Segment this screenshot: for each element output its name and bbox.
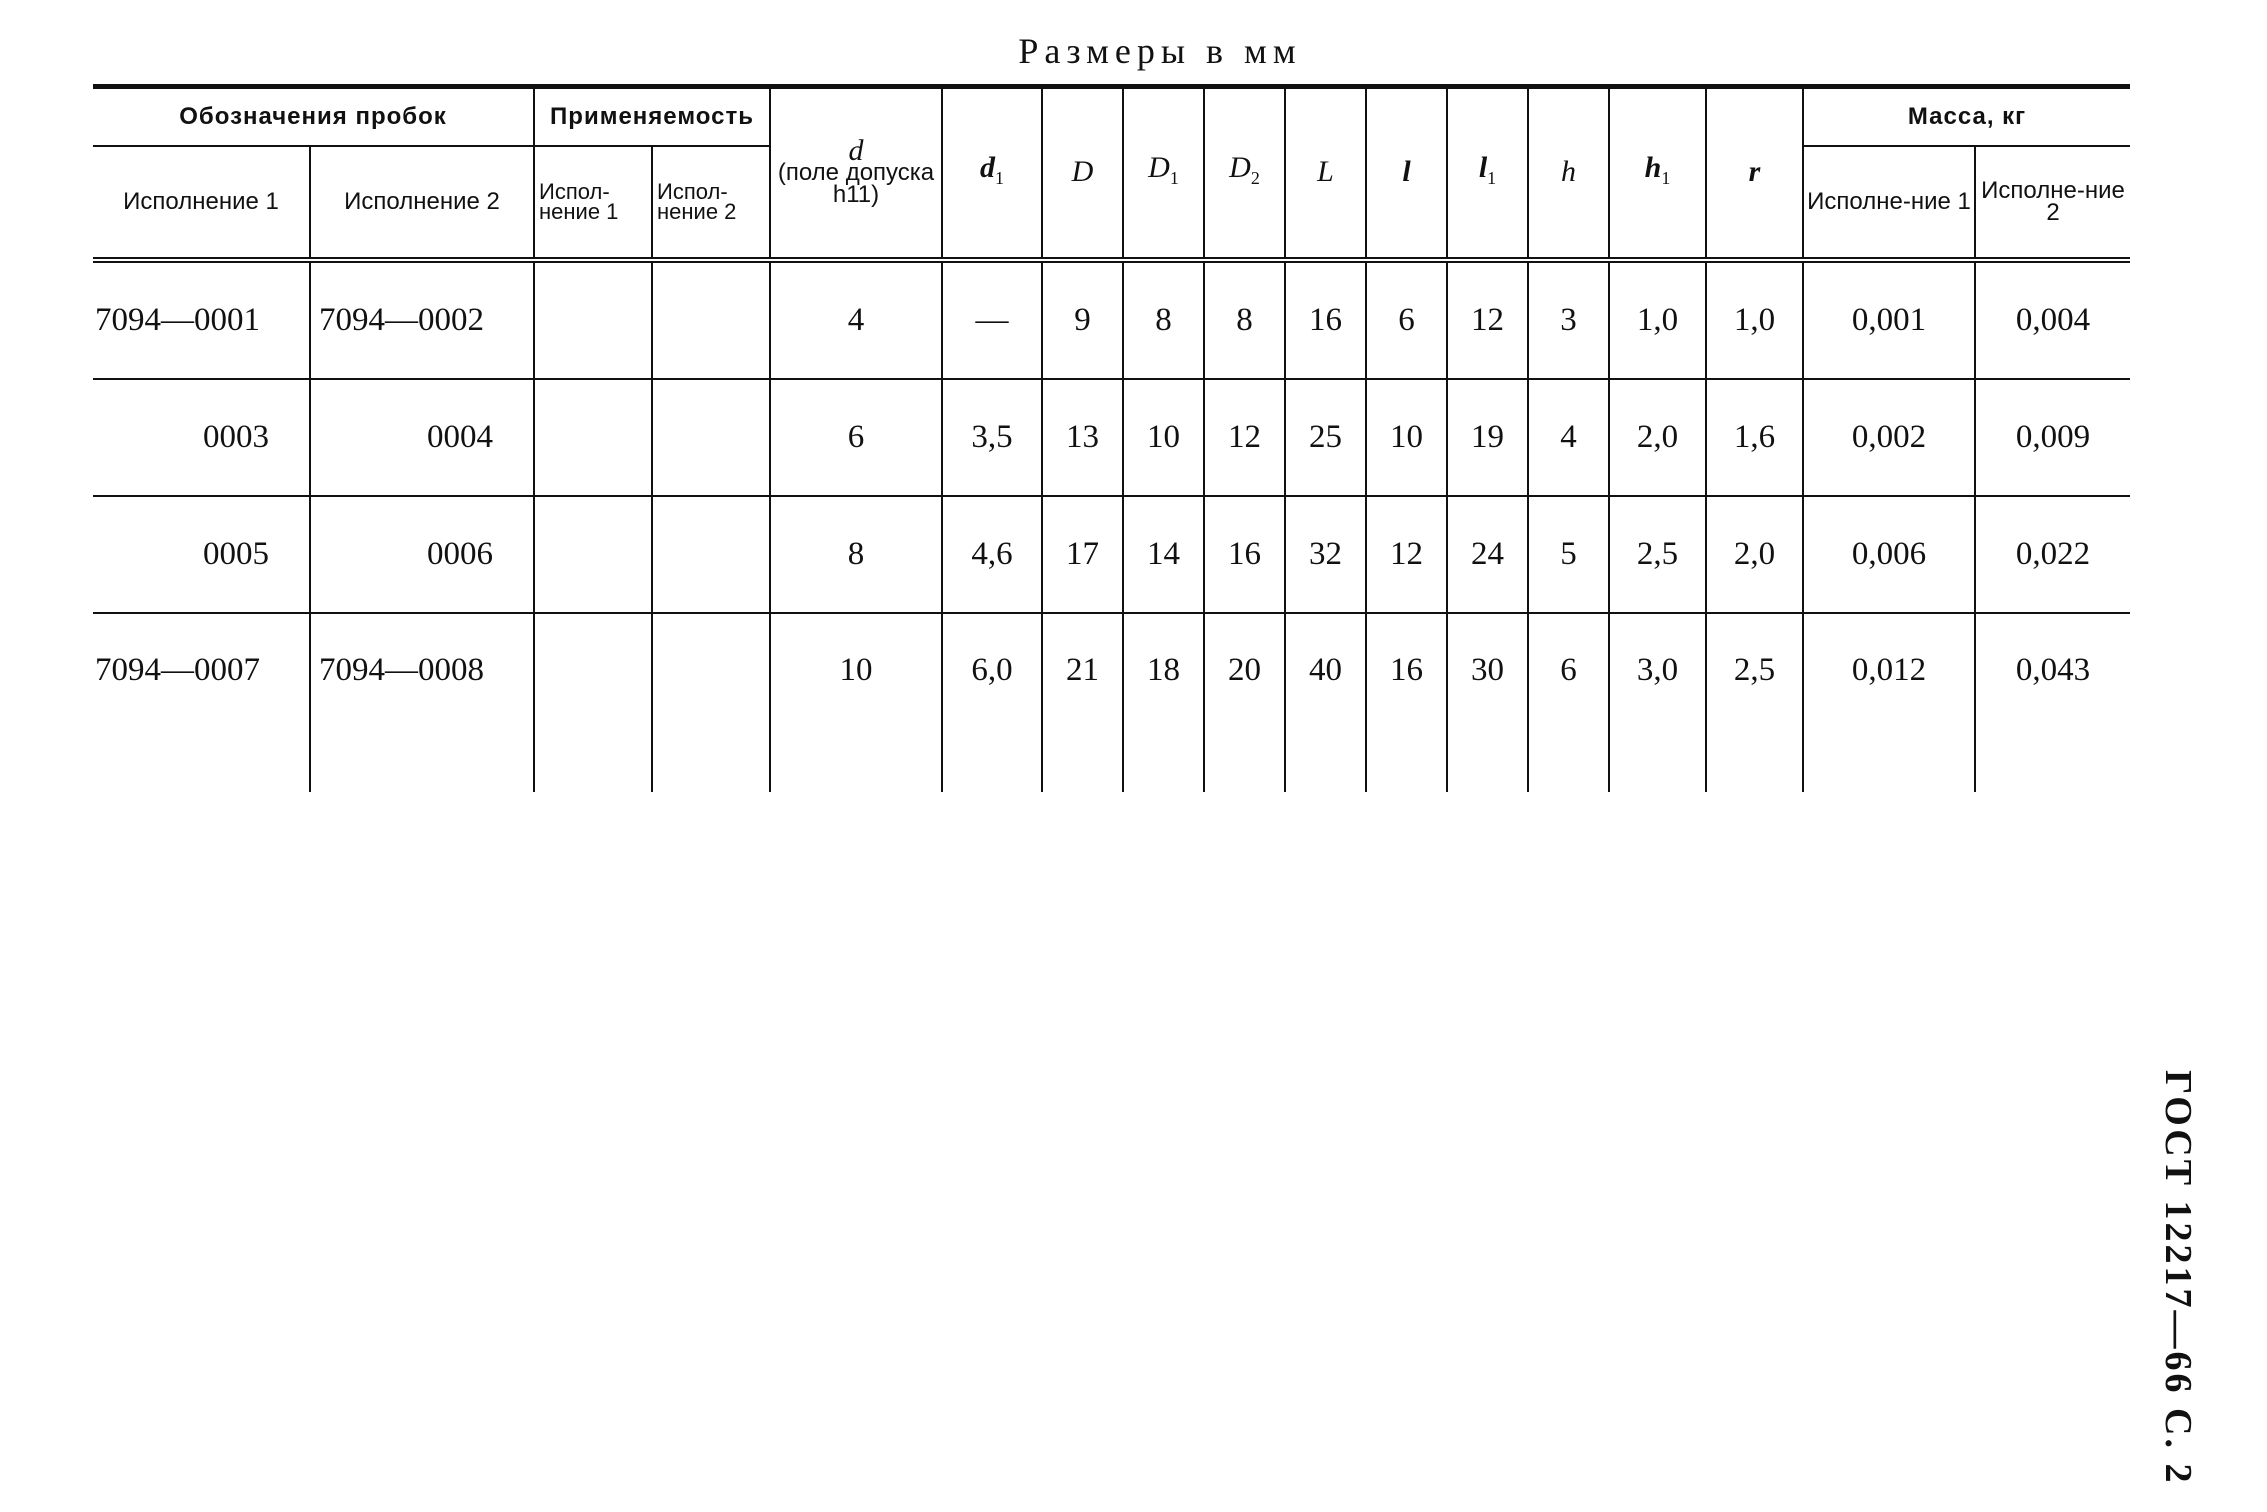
- col-h1-sub: 1: [1661, 168, 1671, 188]
- col-d-symbol: d: [848, 134, 864, 167]
- table-row: [93, 379, 2130, 496]
- cell-mass1: 0,012: [1803, 613, 1975, 792]
- mass2-header: Исполне-ние 2: [1975, 146, 2130, 260]
- cell-h: 3: [1528, 260, 1609, 379]
- cell-mass1: 0,006: [1803, 496, 1975, 613]
- cell-l1: 19: [1447, 379, 1528, 496]
- cell-code1: 0005: [93, 496, 310, 613]
- cell-r: 2,5: [1706, 613, 1803, 792]
- cell-mass2: 0,022: [1975, 496, 2130, 613]
- cell-h1: 3,0: [1609, 613, 1706, 792]
- cell-mass2: 0,009: [1975, 379, 2130, 496]
- cell-D: 21: [1042, 613, 1123, 792]
- cell-l1: 24: [1447, 496, 1528, 613]
- cell-d1: 6,0: [942, 613, 1042, 792]
- col-r-symbol: r: [1748, 155, 1761, 188]
- cell-l1: 30: [1447, 613, 1528, 792]
- cell-D1: 8: [1123, 260, 1204, 379]
- col-h1-symbol: h: [1644, 151, 1662, 184]
- cell-app1: [534, 260, 652, 379]
- col-l1-header: [1447, 87, 1528, 261]
- cell-mass1: 0,002: [1803, 379, 1975, 496]
- cell-D2: 20: [1204, 613, 1285, 792]
- cell-code2: 7094—0002: [310, 260, 534, 379]
- cell-h1: 1,0: [1609, 260, 1706, 379]
- col-d1-symbol: d: [980, 151, 995, 184]
- mass1-header: Исполне-ние 1: [1803, 146, 1975, 260]
- cell-code1: 0003: [93, 379, 310, 496]
- col-D1-symbol: D: [1148, 151, 1170, 184]
- cell-app2: [652, 260, 770, 379]
- cell-l: 16: [1366, 613, 1447, 792]
- col-D2-symbol: D: [1229, 151, 1251, 184]
- col-l-symbol: l: [1402, 155, 1411, 188]
- cell-app1: [534, 496, 652, 613]
- col-D-symbol: D: [1071, 155, 1094, 188]
- cell-d1: —: [942, 260, 1042, 379]
- cell-d: 8: [770, 496, 942, 613]
- table-row: [93, 260, 2130, 379]
- col-h-symbol: h: [1561, 155, 1576, 188]
- col-d1-sub: 1: [995, 168, 1004, 188]
- cell-mass2: 0,043: [1975, 613, 2130, 792]
- standard-page-label: ГОСТ 12217—66 С. 2: [2157, 1070, 2199, 1486]
- cell-L: 16: [1285, 260, 1366, 379]
- col-D2-sub: 2: [1250, 168, 1260, 188]
- cell-l1: 12: [1447, 260, 1528, 379]
- dimensions-table: [93, 84, 2130, 792]
- col-r-header: [1706, 87, 1803, 261]
- cell-h: 4: [1528, 379, 1609, 496]
- mass-header: Масса, кг: [1803, 87, 2130, 147]
- cell-code1: 7094—0007: [93, 613, 310, 792]
- col-d1-header: [942, 87, 1042, 261]
- design1-header: Исполнение 1: [93, 146, 310, 260]
- cell-mass2: 0,004: [1975, 260, 2130, 379]
- col-l1-sub: 1: [1487, 168, 1497, 188]
- cell-code1: 7094—0001: [93, 260, 310, 379]
- cell-l: 12: [1366, 496, 1447, 613]
- col-D1-header: [1123, 87, 1204, 261]
- cell-r: 2,0: [1706, 496, 1803, 613]
- cell-mass1: 0,001: [1803, 260, 1975, 379]
- cell-r: 1,6: [1706, 379, 1803, 496]
- cell-D2: 12: [1204, 379, 1285, 496]
- col-d-note: (поле допуска h11): [777, 159, 935, 208]
- cell-D2: 16: [1204, 496, 1285, 613]
- applicability-header: Применяемость: [534, 87, 770, 147]
- cell-D: 17: [1042, 496, 1123, 613]
- cell-app2: [652, 496, 770, 613]
- cell-h: 5: [1528, 496, 1609, 613]
- cell-D1: 18: [1123, 613, 1204, 792]
- col-D1-sub: 1: [1169, 168, 1179, 188]
- cell-h1: 2,0: [1609, 379, 1706, 496]
- cell-D: 9: [1042, 260, 1123, 379]
- cell-h: 6: [1528, 613, 1609, 792]
- cell-h1: 2,5: [1609, 496, 1706, 613]
- cell-app2: [652, 379, 770, 496]
- cell-L: 40: [1285, 613, 1366, 792]
- cell-d1: 3,5: [942, 379, 1042, 496]
- col-D-header: [1042, 87, 1123, 261]
- cell-D: 13: [1042, 379, 1123, 496]
- cell-d: 4: [770, 260, 942, 379]
- col-d-header: [770, 87, 942, 261]
- cell-D1: 10: [1123, 379, 1204, 496]
- cell-D2: 8: [1204, 260, 1285, 379]
- cell-app1: [534, 379, 652, 496]
- cell-L: 32: [1285, 496, 1366, 613]
- app2-header: Испол-нение 2: [652, 146, 770, 260]
- cell-app1: [534, 613, 652, 792]
- table-row: [93, 496, 2130, 613]
- cell-l: 10: [1366, 379, 1447, 496]
- cell-d: 6: [770, 379, 942, 496]
- col-l1-symbol: l: [1478, 151, 1488, 184]
- cell-code2: 0004: [310, 379, 534, 496]
- units-caption: Размеры в мм: [1018, 31, 1302, 71]
- cell-D1: 14: [1123, 496, 1204, 613]
- cell-d: 10: [770, 613, 942, 792]
- col-h1-header: [1609, 87, 1706, 261]
- app1-header: Испол-нение 1: [534, 146, 652, 260]
- col-L-header: [1285, 87, 1366, 261]
- designations-header: Обозначения пробок: [93, 87, 534, 147]
- cell-L: 25: [1285, 379, 1366, 496]
- cell-r: 1,0: [1706, 260, 1803, 379]
- col-h-header: [1528, 87, 1609, 261]
- cell-l: 6: [1366, 260, 1447, 379]
- cell-code2: 7094—0008: [310, 613, 534, 792]
- col-L-symbol: L: [1317, 155, 1334, 188]
- cell-d1: 4,6: [942, 496, 1042, 613]
- design2-header: Исполнение 2: [310, 146, 534, 260]
- col-D2-header: [1204, 87, 1285, 261]
- col-l-header: [1366, 87, 1447, 261]
- cell-code2: 0006: [310, 496, 534, 613]
- table-row: [93, 613, 2130, 792]
- cell-app2: [652, 613, 770, 792]
